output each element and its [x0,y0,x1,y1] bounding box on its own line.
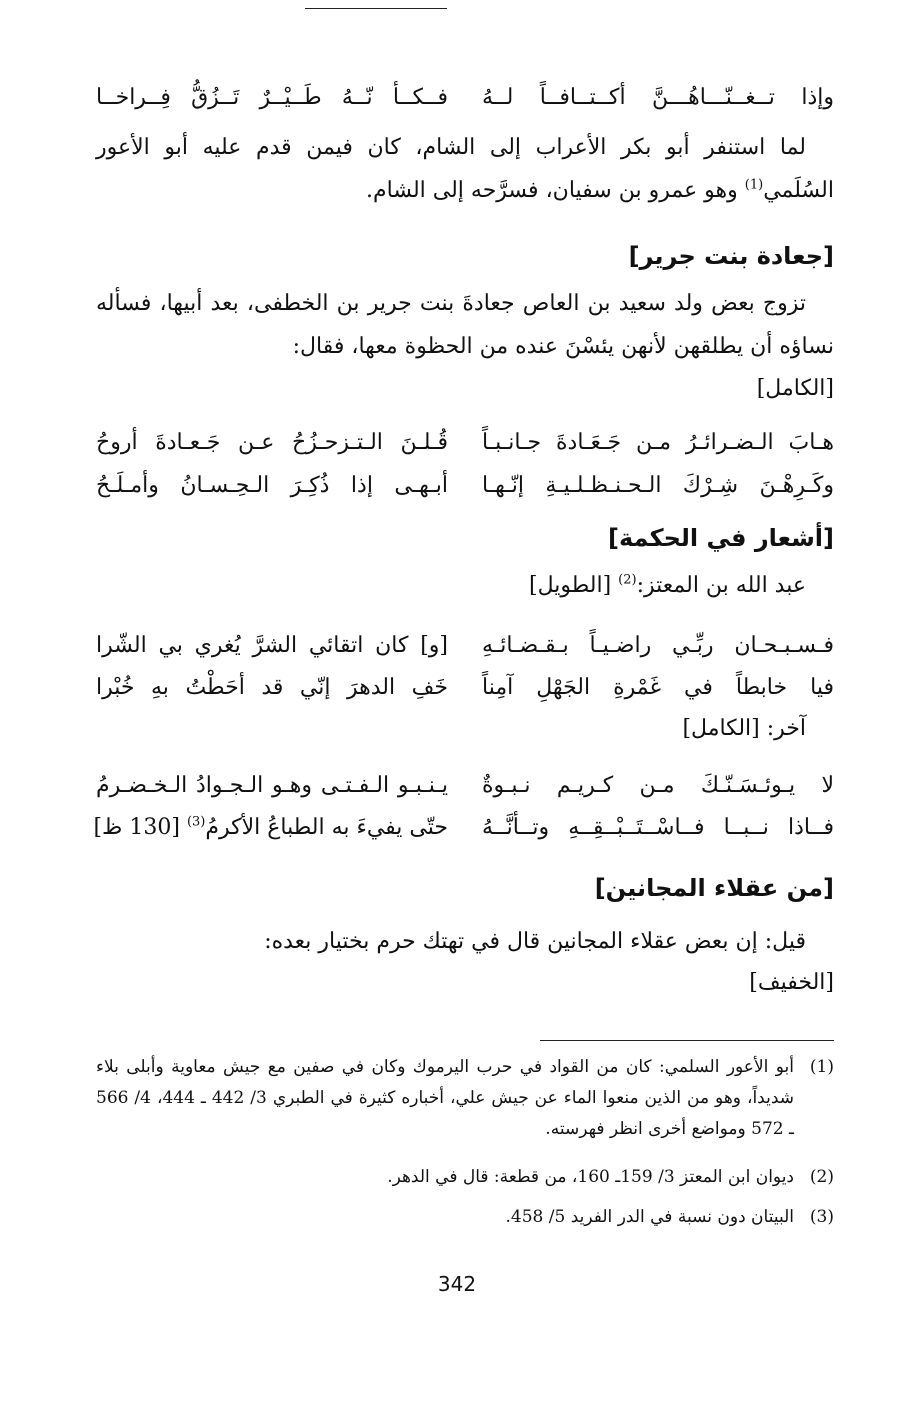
verse-second-hemistich: أبـهـى إذا ذُكِـرَ الـحِـسـانُ وأمـلَـحُ [96,473,448,498]
verse-row [96,626,834,666]
paragraph [96,282,834,368]
meter-label: [الكامل] [756,376,834,401]
verse-second-hemistich: فــكــأ نّــهُ طَــيْــرٌ تَــزُقُّ فِــراخــا [96,85,448,110]
verse-second-hemistich [93,808,448,848]
verse-first-hemistich: فيا خابطاً في غَمْرةِ الجَهْلِ آمِناً [482,675,834,700]
section-heading: [أشعار في الحكمة] [608,524,834,552]
footnote-ref: (2) [618,572,637,588]
verse-second-hemistich: يـنـبـو الـفـتـى وهـو الـجـوادُ الـخـضـرمُ [96,773,448,798]
verse-second-hemistich: خَفِ الدهرَ إنّي قد أحَطْتُ بهِ خُبْرا [96,675,448,700]
meter-label: [الخفيف] [749,970,834,995]
paragraph-text: وهو عمرو بن سفيان، فسرَّحه إلى الشام. [366,178,745,203]
footnote-ref: (1) [744,177,764,193]
footnote-text: أبو الأعور السلمي: كان من القواد في حرب اليرموك وكان في صفين مع جيش معاوية وأبلى بلاء شديداً، وهو من الذين منعوا الماء عن جيش علي، أخباره كثيرة في الطبري 3/ 442 ـ 444، 4/ 566 ـ 572 ومواضع أخرى انظر فهرسته. [96,1057,795,1139]
footnote-number: (3) [809,1207,834,1227]
verse-second-hemistich: [و] كان اتقائي الشرَّ يُغري بي الشّرا [96,633,448,658]
verse-row [96,466,834,506]
poet-line: آخر: [الكامل] [682,716,806,741]
paragraph [96,126,834,212]
folio-marker: [130 ظ] [93,815,187,840]
footnote-number: (1) [809,1057,834,1077]
verse-row [93,808,834,848]
verse-first-hemistich: وإذا تــغــنّـــاهُـــنَّ أكــتــافــاً لــهُ [482,85,834,110]
footnote-ref: (3) [186,814,206,830]
verse-first-hemistich: وكَـرِهْـنَ شِـرْكَ الـحـنـظـلـيـةِ إنّـهـا [482,473,834,498]
top-rule [305,8,447,9]
verse-row [96,668,834,708]
footnote [96,1162,834,1193]
paragraph-text: قيل: إن بعض عقلاء المجانين قال في تهتك حرم بختيار بعده: [264,929,806,954]
paragraph-text: تزوج بعض ولد سعيد بن العاص جعادةَ بنت جرير بن الخطفى، بعد أبيها، فسأله نساؤه أن يطلقهن لأنهن يئسْنَ عنده من الحظوة معها، فقال: [96,291,834,359]
footnote-text: البيتان دون نسبة في الدر الفريد 5/ 458. [505,1207,794,1227]
verse-second-hemistich: قُـلـنَ الـتـزحـزُحُ عـن جَـعـادةَ أروحُ [96,430,448,455]
verse-row [96,766,834,806]
verse-first-hemistich: لا يـوئـسَـنّـكَ مـن كـريـم نـبـوةٌ [482,773,834,798]
paragraph-text: لما استنفر أبو بكر الأعراب إلى الشام، كان فيمن قدم عليه أبو الأعور السُلَمي [96,135,834,203]
footnote-number: (2) [809,1167,834,1187]
footnote-text: ديوان ابن المعتز 3/ 159ـ 160، من قطعة: قال في الدهر. [387,1167,794,1187]
verse-text: حتّى يفيءَ به الطباعُ الأكرمُ [205,815,448,840]
poet-line [529,566,806,606]
poet-name: عبد الله بن المعتز: [636,573,806,598]
verse-row [96,423,834,463]
meter-label: [الطويل] [528,573,619,598]
footnote-rule [540,1040,834,1041]
verse-first-hemistich: هـابَ الـضـرائـرُ مـن جَـعَـادةَ جـانـبـاً [482,430,834,455]
verse-row [96,78,834,118]
verse-first-hemistich: فـسـبـحـان ربِّـي راضـيـاً بـقـضـائـهِ [482,633,834,658]
footnote [96,1202,834,1233]
verse-first-hemistich: فــاذا نــبــا فــاسْــتَــبْــقِــهِ وتــأنَّــهُ [482,815,834,840]
page-number: 342 [437,1272,477,1296]
section-heading: [من عقلاء المجانين] [594,874,834,902]
paragraph [96,920,834,963]
footnote [96,1052,834,1145]
section-heading: [جعادة بنت جرير] [628,242,834,270]
